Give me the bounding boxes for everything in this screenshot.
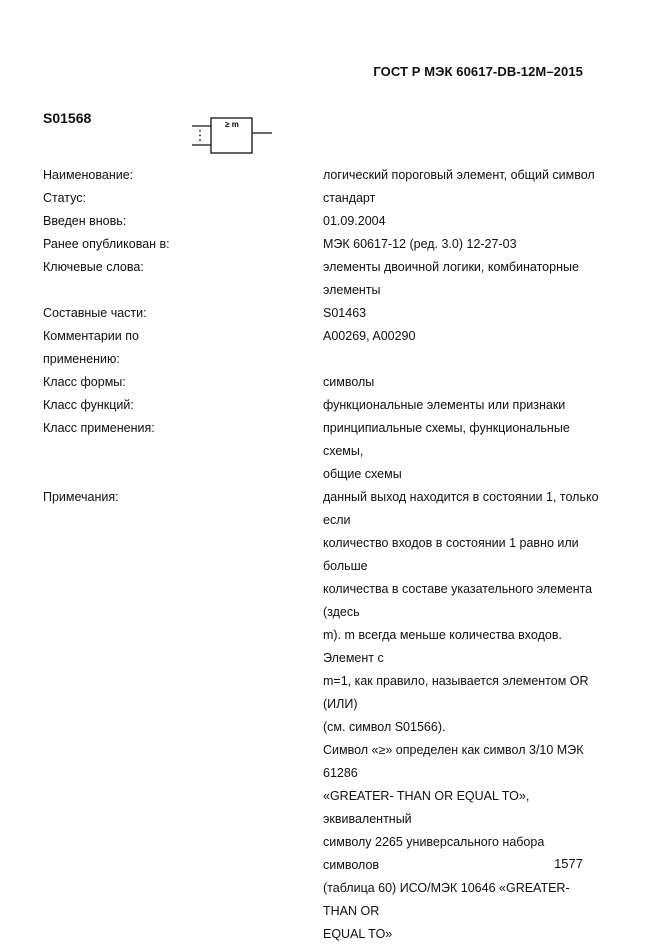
- field-value: функциональные элементы или признаки: [323, 398, 566, 412]
- field-label: Примечания:: [43, 490, 119, 504]
- field-row: [43, 187, 603, 210]
- symbol-operator: ≥ m: [225, 120, 239, 129]
- field-value: A00269, A00290: [323, 329, 416, 343]
- field-label: Введен вновь:: [43, 214, 127, 228]
- field-value: стандарт: [323, 191, 376, 205]
- field-value: 01.09.2004: [323, 214, 386, 228]
- field-row: [43, 417, 603, 486]
- field-value: S01463: [323, 306, 367, 320]
- field-row: [43, 371, 603, 394]
- field-label: Наименование:: [43, 168, 134, 182]
- field-label: Ранее опубликован в:: [43, 237, 170, 251]
- field-row: [43, 164, 603, 187]
- page-number: 1577: [554, 856, 583, 871]
- field-label: Класс функций:: [43, 398, 134, 412]
- symbol-ellipsis-dot: [199, 139, 201, 141]
- field-row: [43, 302, 603, 325]
- field-row: [43, 486, 603, 946]
- symbol-ellipsis-dot: [199, 135, 201, 137]
- field-row: [43, 256, 603, 302]
- field-value: символы: [323, 375, 375, 389]
- field-value: данный выход находится в состоянии 1, только если количество входов в состоянии 1 равно или больше количества в составе указательного элемента (здесь m). m всегда меньше количества входов. Элемент с m=1, как правило, называется элементом OR (ИЛИ) (см. символ S01566). Символ «≥» определен как символ 3/10 МЭК 61286 «GREATER- THAN OR EQUAL TO», эквивалентный символу 2265 универсального набора символов (таблица 60) ИСО/МЭК 10646 «GREATER-THAN OR EQUAL TO»: [323, 490, 599, 941]
- field-label: Класс применения:: [43, 421, 155, 435]
- symbol-ellipsis-dot: [199, 130, 201, 132]
- field-value: МЭК 60617-12 (ред. 3.0) 12-27-03: [323, 237, 517, 251]
- symbol-code: S01568: [43, 110, 92, 126]
- field-value: принципиальные схемы, функциональные схемы, общие схемы: [323, 421, 570, 481]
- field-row: [43, 233, 603, 256]
- field-list: [43, 164, 603, 946]
- field-value: элементы двоичной логики, комбинаторные элементы: [323, 260, 579, 297]
- field-value: логический пороговый элемент, общий символ: [323, 168, 595, 182]
- document-standard-header: ГОСТ Р МЭК 60617-DB-12M–2015: [373, 64, 583, 79]
- field-label: Ключевые слова:: [43, 260, 144, 274]
- threshold-element-symbol-icon: [190, 117, 280, 157]
- field-row: [43, 325, 603, 371]
- field-row: [43, 394, 603, 417]
- field-row: [43, 210, 603, 233]
- field-label: Составные части:: [43, 306, 147, 320]
- field-label: Комментарии по применению:: [43, 329, 139, 366]
- field-label: Класс формы:: [43, 375, 126, 389]
- field-label: Статус:: [43, 191, 86, 205]
